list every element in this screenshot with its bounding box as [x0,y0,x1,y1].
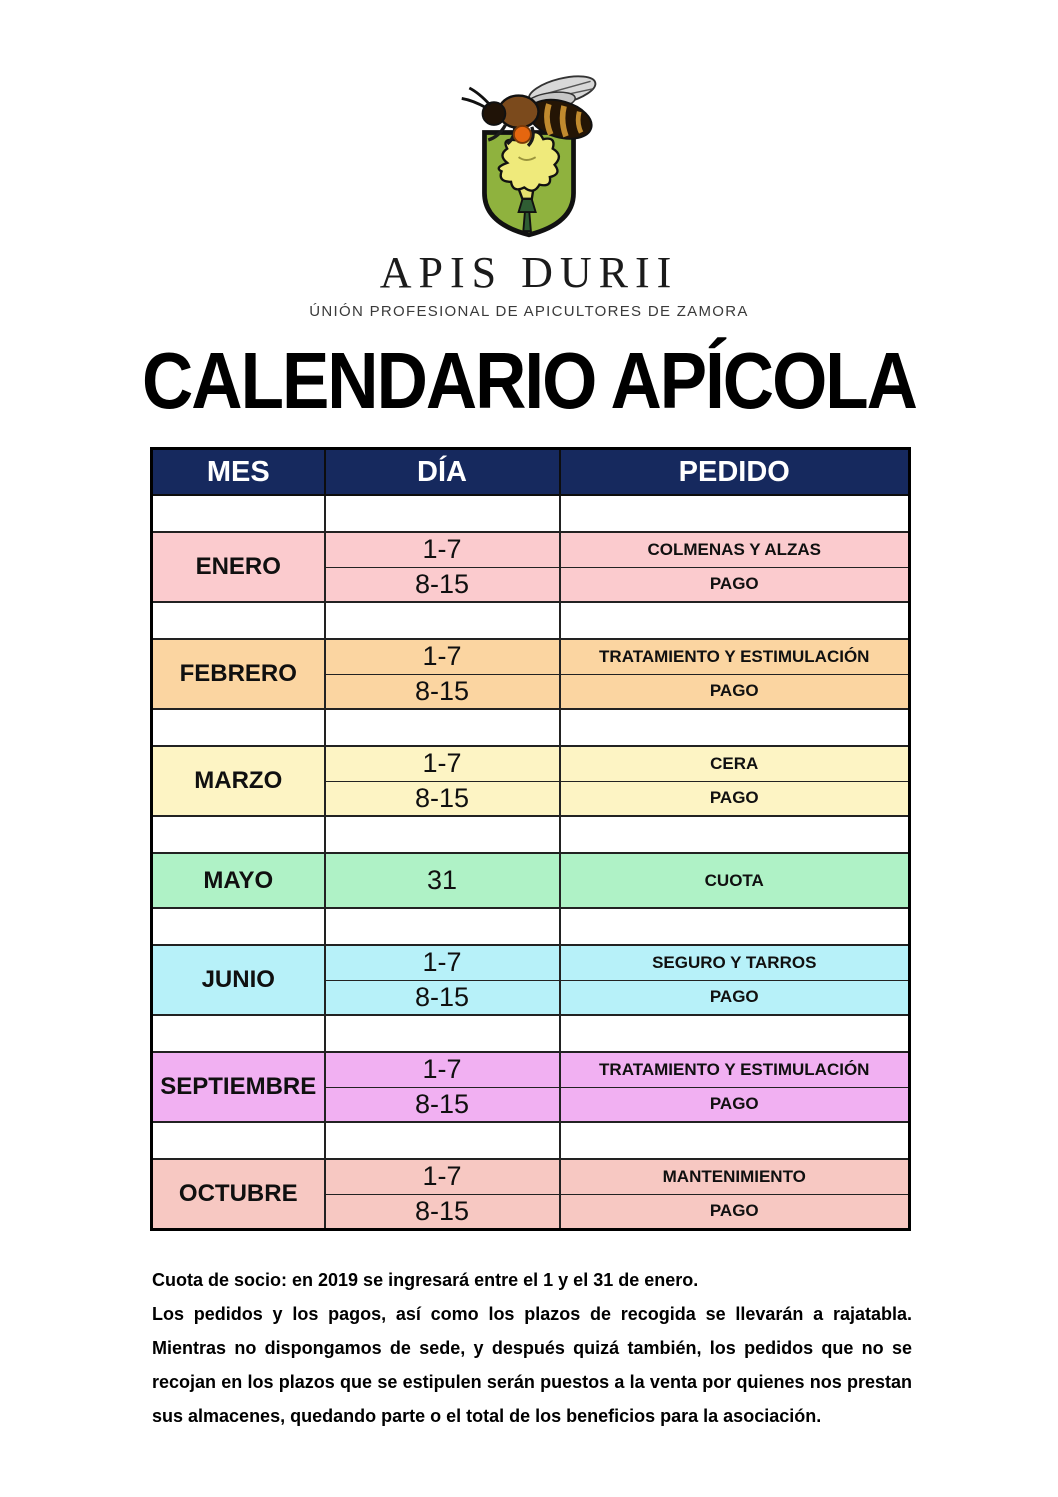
spacer-cell [152,816,325,853]
note-pedidos: Los pedidos y los pagos, así como los plazos de recogida se llevarán a rajatabla. Mientras no dispongamos de sede, y después quizá también, los pedidos que no se recojan en los plazos que se estipulen serán puestos a la venta por quienes nos prestan sus almacenes, quedando parte o el total de los beneficios para la asociación. [152,1303,912,1426]
pedido-cell: PAGO [560,781,910,816]
pedido-cell: COLMENAS Y ALZAS [560,532,910,567]
calendar-row [152,945,910,980]
calendar-table [150,447,911,1231]
month-cell: SEPTIEMBRE [152,1052,325,1122]
pedido-cell: SEGURO Y TARROS [560,945,910,980]
spacer-cell [152,709,325,746]
dia-cell: 1-7 [325,1052,560,1087]
pedido-cell: PAGO [560,567,910,602]
col-header-dia: DÍA [325,449,560,496]
dia-cell: 8-15 [325,781,560,816]
pedido-cell: PAGO [560,1087,910,1122]
spacer-cell [325,495,560,532]
spacer-cell [325,602,560,639]
calendar-row [152,746,910,781]
brand-header [0,0,1058,320]
pedido-cell: PAGO [560,980,910,1015]
spacer-cell [152,1015,325,1052]
calendar-row [152,1052,910,1087]
pedido-cell: CUOTA [560,853,910,908]
spacer-cell [325,709,560,746]
col-header-mes: MES [152,449,325,496]
col-header-pedido: PEDIDO [560,449,910,496]
dia-cell: 8-15 [325,1087,560,1122]
org-subtitle: ÚNIÓN PROFESIONAL DE APICULTORES DE ZAMORA [309,303,749,321]
month-cell: MARZO [152,746,325,816]
month-cell: OCTUBRE [152,1159,325,1229]
month-cell: JUNIO [152,945,325,1015]
spacer-cell [325,1015,560,1052]
spacer-cell [560,1122,910,1159]
pedido-cell: MANTENIMIENTO [560,1159,910,1194]
pedido-cell: TRATAMIENTO Y ESTIMULACIÓN [560,1052,910,1087]
dia-cell: 1-7 [325,639,560,674]
org-name: APIS DURII [379,248,679,297]
spacer-row [152,602,910,639]
spacer-cell [152,602,325,639]
spacer-row [152,1015,910,1052]
spacer-cell [560,602,910,639]
dia-cell: 8-15 [325,567,560,602]
spacer-cell [560,908,910,945]
spacer-row [152,816,910,853]
spacer-row [152,1122,910,1159]
spacer-cell [325,908,560,945]
pedido-cell: TRATAMIENTO Y ESTIMULACIÓN [560,639,910,674]
month-cell: ENERO [152,532,325,602]
dia-cell: 1-7 [325,945,560,980]
table-header-row [152,449,910,496]
dia-cell: 1-7 [325,746,560,781]
bee-shield-logo [414,70,644,250]
spacer-cell [560,709,910,746]
dia-cell: 8-15 [325,980,560,1015]
footer-notes [152,1263,912,1433]
spacer-cell [152,495,325,532]
dia-cell: 1-7 [325,532,560,567]
note-cuota: Cuota de socio: en 2019 se ingresará entre el 1 y el 31 de enero. [152,1269,699,1290]
dia-cell: 1-7 [325,1159,560,1194]
spacer-cell [325,1122,560,1159]
spacer-row [152,908,910,945]
spacer-cell [152,1122,325,1159]
spacer-cell [560,1015,910,1052]
spacer-cell [152,908,325,945]
spacer-row [152,495,910,532]
dia-cell: 31 [325,853,560,908]
calendar-row [152,639,910,674]
pedido-cell: PAGO [560,674,910,709]
spacer-cell [560,816,910,853]
calendar-row [152,532,910,567]
page-title: CALENDARIO APÍCOLA [142,337,916,426]
month-cell: MAYO [152,853,325,908]
spacer-cell [560,495,910,532]
dia-cell: 8-15 [325,1194,560,1229]
spacer-row [152,709,910,746]
pedido-cell: CERA [560,746,910,781]
calendar-row [152,853,910,908]
pedido-cell: PAGO [560,1194,910,1229]
month-cell: FEBRERO [152,639,325,709]
calendar-row [152,1159,910,1194]
spacer-cell [325,816,560,853]
dia-cell: 8-15 [325,674,560,709]
